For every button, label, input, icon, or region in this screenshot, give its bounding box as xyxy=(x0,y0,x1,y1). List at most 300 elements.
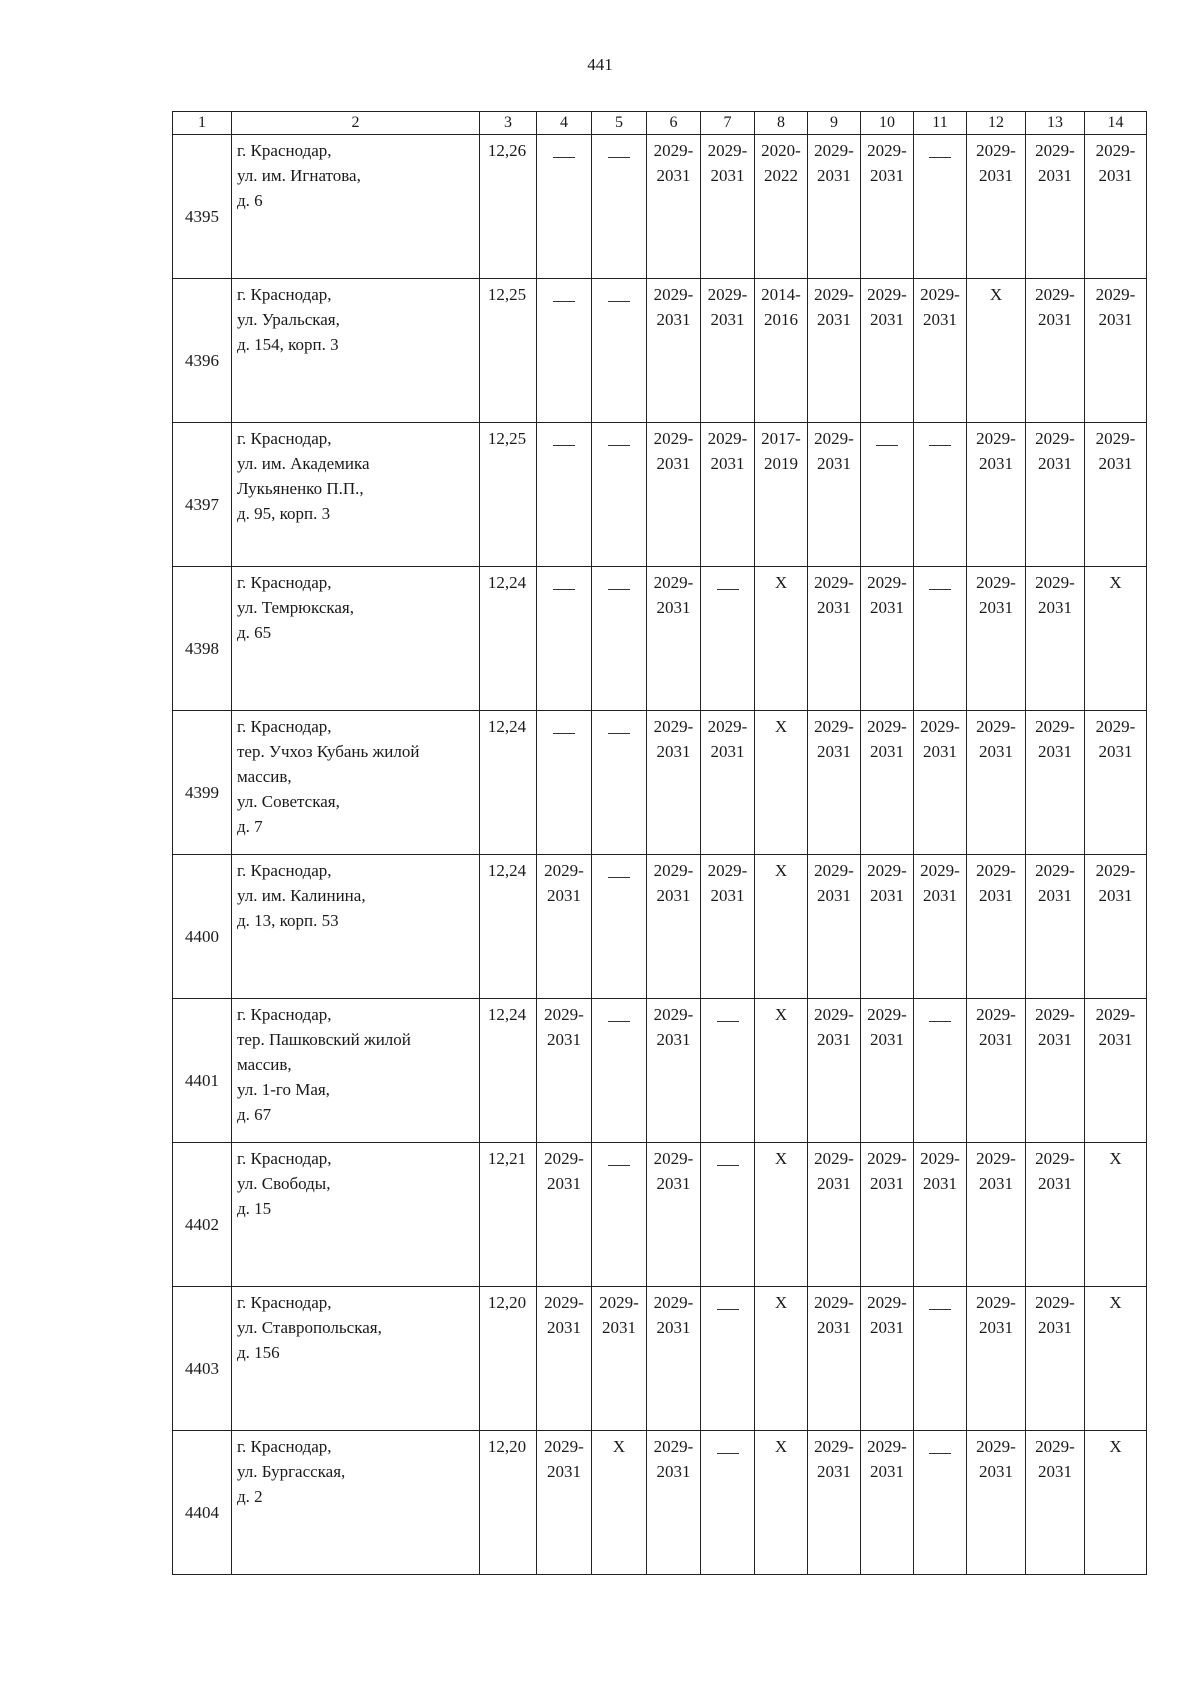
period-start: 2029- xyxy=(1035,429,1075,448)
period-start: 2029- xyxy=(653,141,694,160)
dash-cell xyxy=(914,567,967,711)
row-number xyxy=(173,1431,232,1575)
area-cell: 12,20 xyxy=(480,1287,537,1431)
mark-cell: Х xyxy=(755,567,808,711)
address-line: г. Краснодар, xyxy=(237,285,332,304)
period-cell xyxy=(808,999,861,1143)
period-start: 2029- xyxy=(814,141,854,160)
address-line: ул. им. Игнатова, xyxy=(237,166,361,185)
area-cell: 12,26 xyxy=(480,135,537,279)
column-header-12: 12 xyxy=(967,112,1026,135)
period-start: 2029- xyxy=(867,285,907,304)
period-end: 2031 xyxy=(923,742,957,761)
period-start: 2029- xyxy=(653,1437,694,1456)
dash-mark xyxy=(929,589,951,590)
area-cell: 12,24 xyxy=(480,999,537,1143)
address-line: г. Краснодар, xyxy=(237,1293,332,1312)
table-body xyxy=(173,135,1147,1575)
mark-cell: Х xyxy=(755,1143,808,1287)
row-number-text: 4396 xyxy=(185,350,219,370)
dash-cell xyxy=(537,423,592,567)
dash-cell xyxy=(592,711,647,855)
period-start: 2029- xyxy=(814,429,854,448)
period-cell xyxy=(701,135,755,279)
dash-mark xyxy=(717,1453,739,1454)
period-end: 2031 xyxy=(923,310,957,329)
address-line: г. Краснодар, xyxy=(237,717,332,736)
address-cell xyxy=(232,999,480,1143)
period-end: 2031 xyxy=(979,454,1013,473)
period-end: 2031 xyxy=(979,1030,1013,1049)
period-end: 2031 xyxy=(1038,742,1072,761)
dash-cell xyxy=(701,567,755,711)
address-line: ул. Ставропольская, xyxy=(237,1318,382,1337)
period-cell xyxy=(1026,1143,1085,1287)
area-cell: 12,21 xyxy=(480,1143,537,1287)
period-cell xyxy=(1026,567,1085,711)
period-start: 2029- xyxy=(544,1293,584,1312)
dash-mark xyxy=(929,1453,951,1454)
dash-mark xyxy=(608,877,630,878)
dash-mark xyxy=(929,157,951,158)
period-start: 2029- xyxy=(867,141,907,160)
period-start: 2029- xyxy=(867,1005,907,1024)
period-cell xyxy=(808,135,861,279)
table-row xyxy=(173,423,1147,567)
table-row xyxy=(173,1431,1147,1575)
row-number-text: 4395 xyxy=(185,206,219,226)
column-header-2: 2 xyxy=(232,112,480,135)
table-row xyxy=(173,1287,1147,1431)
period-cell xyxy=(537,1287,592,1431)
column-header-1: 1 xyxy=(173,112,232,135)
dash-mark xyxy=(929,445,951,446)
period-end: 2031 xyxy=(817,742,851,761)
period-end: 2031 xyxy=(979,1462,1013,1481)
period-start: 2029- xyxy=(653,429,694,448)
row-number xyxy=(173,711,232,855)
dash-cell xyxy=(701,1287,755,1431)
row-number-text: 4400 xyxy=(185,926,219,946)
period-cell xyxy=(1026,711,1085,855)
dash-cell xyxy=(592,135,647,279)
period-start: 2029- xyxy=(1095,717,1136,736)
address-line: ул. 1-го Мая, xyxy=(237,1080,330,1099)
mark-cell: Х xyxy=(1085,1143,1147,1287)
period-cell xyxy=(861,855,914,999)
period-cell xyxy=(967,1143,1026,1287)
period-start: 2029- xyxy=(1095,1005,1136,1024)
period-end: 2031 xyxy=(1038,1030,1072,1049)
period-cell xyxy=(967,135,1026,279)
period-start: 2029- xyxy=(814,861,854,880)
period-start: 2029- xyxy=(920,861,960,880)
period-start: 2029- xyxy=(814,1437,854,1456)
period-cell xyxy=(701,711,755,855)
period-start: 2029- xyxy=(976,141,1016,160)
period-start: 2029- xyxy=(1035,573,1075,592)
period-end: 2031 xyxy=(870,886,904,905)
address-line: г. Краснодар, xyxy=(237,573,332,592)
period-start: 2029- xyxy=(976,573,1016,592)
period-end: 2031 xyxy=(870,1174,904,1193)
period-end: 2031 xyxy=(656,1462,691,1481)
period-start: 2029- xyxy=(544,1005,584,1024)
period-end: 2031 xyxy=(1038,886,1072,905)
address-line: ул. Уральская, xyxy=(237,310,340,329)
period-end: 2031 xyxy=(979,598,1013,617)
period-cell xyxy=(914,855,967,999)
dash-mark xyxy=(608,1021,630,1022)
period-start: 2029- xyxy=(653,717,694,736)
period-end: 2031 xyxy=(547,1462,581,1481)
period-cell xyxy=(537,999,592,1143)
period-cell xyxy=(1026,279,1085,423)
address-line: д. 7 xyxy=(237,817,263,836)
period-start: 2029- xyxy=(976,1437,1016,1456)
period-start: 2029- xyxy=(814,1293,854,1312)
row-number xyxy=(173,135,232,279)
period-start: 2029- xyxy=(867,717,907,736)
row-number xyxy=(173,279,232,423)
dash-cell xyxy=(592,567,647,711)
dash-mark xyxy=(608,1165,630,1166)
period-cell xyxy=(1026,135,1085,279)
row-number-text: 4399 xyxy=(185,782,219,802)
period-start: 2029- xyxy=(976,1293,1016,1312)
column-header-13: 13 xyxy=(1026,112,1085,135)
period-cell xyxy=(592,1287,647,1431)
dash-cell xyxy=(537,135,592,279)
dash-mark xyxy=(608,589,630,590)
address-line: Лукьяненко П.П., xyxy=(237,479,364,498)
period-cell xyxy=(647,711,701,855)
row-number-text: 4398 xyxy=(185,638,219,658)
dash-mark xyxy=(717,1309,739,1310)
mark-cell: Х xyxy=(755,999,808,1143)
period-start: 2029- xyxy=(920,285,960,304)
period-cell xyxy=(861,279,914,423)
address-line: д. 156 xyxy=(237,1343,280,1362)
address-line: д. 15 xyxy=(237,1199,272,1218)
period-cell xyxy=(755,135,808,279)
period-cell xyxy=(861,1143,914,1287)
column-header-9: 9 xyxy=(808,112,861,135)
period-cell xyxy=(808,279,861,423)
dash-mark xyxy=(608,445,630,446)
period-cell xyxy=(647,1287,701,1431)
period-end: 2031 xyxy=(656,1174,691,1193)
period-cell xyxy=(861,135,914,279)
period-cell xyxy=(1026,423,1085,567)
period-end: 2031 xyxy=(656,1030,691,1049)
period-cell xyxy=(967,567,1026,711)
column-header-6: 6 xyxy=(647,112,701,135)
period-end: 2031 xyxy=(547,886,581,905)
period-cell xyxy=(1026,855,1085,999)
dash-cell xyxy=(592,1143,647,1287)
area-cell: 12,25 xyxy=(480,423,537,567)
row-number xyxy=(173,855,232,999)
row-number-text: 4401 xyxy=(185,1070,219,1090)
period-start: 2029- xyxy=(1035,1437,1075,1456)
address-line: д. 67 xyxy=(237,1105,272,1124)
period-cell xyxy=(755,279,808,423)
period-cell xyxy=(861,1431,914,1575)
period-end: 2031 xyxy=(1038,1174,1072,1193)
period-cell xyxy=(647,855,701,999)
period-cell xyxy=(1085,855,1147,999)
period-cell xyxy=(755,423,808,567)
period-end: 2031 xyxy=(870,1318,904,1337)
dash-mark xyxy=(553,589,575,590)
period-cell xyxy=(647,1143,701,1287)
period-end: 2031 xyxy=(602,1318,636,1337)
dash-mark xyxy=(876,445,898,446)
period-end: 2031 xyxy=(923,886,957,905)
dash-mark xyxy=(717,589,739,590)
address-line: д. 13, корп. 53 xyxy=(237,911,339,930)
period-cell xyxy=(914,1143,967,1287)
period-start: 2029- xyxy=(544,861,584,880)
dash-mark xyxy=(553,445,575,446)
mark-cell: Х xyxy=(592,1431,647,1575)
address-line: г. Краснодар, xyxy=(237,861,332,880)
dash-cell xyxy=(701,1431,755,1575)
period-start: 2029- xyxy=(867,573,907,592)
period-start: 2029- xyxy=(976,429,1016,448)
period-cell xyxy=(701,423,755,567)
period-end: 2031 xyxy=(817,1318,851,1337)
table-row xyxy=(173,999,1147,1143)
period-cell xyxy=(808,1143,861,1287)
period-end: 2019 xyxy=(764,454,798,473)
dash-mark xyxy=(717,1165,739,1166)
address-line: д. 95, корп. 3 xyxy=(237,504,331,523)
period-start: 2029- xyxy=(653,1005,694,1024)
period-end: 2031 xyxy=(1098,454,1133,473)
row-number xyxy=(173,1287,232,1431)
dash-mark xyxy=(929,1309,951,1310)
address-line: ул. Советская, xyxy=(237,792,340,811)
period-cell xyxy=(647,999,701,1143)
row-number xyxy=(173,1143,232,1287)
period-start: 2029- xyxy=(653,1149,694,1168)
dash-cell xyxy=(537,567,592,711)
period-cell xyxy=(1085,279,1147,423)
period-start: 2029- xyxy=(707,285,748,304)
period-cell xyxy=(914,279,967,423)
column-header-row xyxy=(173,112,1147,135)
period-end: 2031 xyxy=(817,1174,851,1193)
address-line: тер. Пашковский жилой xyxy=(237,1030,411,1049)
dash-mark xyxy=(608,157,630,158)
address-line: г. Краснодар, xyxy=(237,1437,332,1456)
period-end: 2031 xyxy=(1038,454,1072,473)
address-line: ул. Свободы, xyxy=(237,1174,331,1193)
period-start: 2017- xyxy=(761,429,801,448)
area-cell: 12,25 xyxy=(480,279,537,423)
address-line: д. 65 xyxy=(237,623,272,642)
period-cell xyxy=(967,423,1026,567)
page-number: 441 xyxy=(587,55,613,74)
address-cell xyxy=(232,1431,480,1575)
area-cell: 12,20 xyxy=(480,1431,537,1575)
period-end: 2031 xyxy=(656,742,691,761)
period-cell xyxy=(1026,1287,1085,1431)
period-end: 2031 xyxy=(656,454,691,473)
mark-cell: Х xyxy=(1085,1431,1147,1575)
period-start: 2029- xyxy=(707,861,748,880)
address-line: д. 6 xyxy=(237,191,263,210)
area-cell: 12,24 xyxy=(480,855,537,999)
period-start: 2029- xyxy=(976,1149,1016,1168)
table-row xyxy=(173,1143,1147,1287)
row-number-text: 4403 xyxy=(185,1358,219,1378)
address-cell xyxy=(232,423,480,567)
period-start: 2029- xyxy=(814,1005,854,1024)
row-number-text: 4402 xyxy=(185,1214,219,1234)
table-row xyxy=(173,567,1147,711)
period-end: 2031 xyxy=(547,1174,581,1193)
period-start: 2029- xyxy=(1035,861,1075,880)
period-start: 2029- xyxy=(814,1149,854,1168)
period-end: 2031 xyxy=(1038,598,1072,617)
period-start: 2029- xyxy=(1095,429,1136,448)
mark-cell: Х xyxy=(1085,1287,1147,1431)
address-line: г. Краснодар, xyxy=(237,429,332,448)
period-end: 2031 xyxy=(547,1318,581,1337)
dash-cell xyxy=(914,999,967,1143)
mark-cell: Х xyxy=(755,855,808,999)
period-start: 2029- xyxy=(653,861,694,880)
period-end: 2031 xyxy=(817,886,851,905)
table-row xyxy=(173,135,1147,279)
period-end: 2031 xyxy=(870,742,904,761)
address-cell xyxy=(232,855,480,999)
period-end: 2031 xyxy=(979,1174,1013,1193)
period-cell xyxy=(1085,711,1147,855)
address-line: д. 2 xyxy=(237,1487,263,1506)
period-end: 2031 xyxy=(870,310,904,329)
period-cell xyxy=(861,711,914,855)
row-number-text: 4404 xyxy=(185,1502,219,1522)
period-end: 2031 xyxy=(1038,310,1072,329)
dash-cell xyxy=(537,711,592,855)
period-start: 2029- xyxy=(1035,1293,1075,1312)
period-cell xyxy=(647,135,701,279)
period-cell xyxy=(967,855,1026,999)
mark-cell: Х xyxy=(755,711,808,855)
period-start: 2029- xyxy=(1095,285,1136,304)
dash-cell xyxy=(914,135,967,279)
dash-cell xyxy=(592,999,647,1143)
address-cell xyxy=(232,279,480,423)
period-end: 2031 xyxy=(1098,310,1133,329)
table-row xyxy=(173,711,1147,855)
period-end: 2031 xyxy=(656,166,691,185)
address-line: ул. Бургасская, xyxy=(237,1462,346,1481)
period-start: 2029- xyxy=(867,861,907,880)
mark-cell: Х xyxy=(967,279,1026,423)
column-header-10: 10 xyxy=(861,112,914,135)
period-start: 2029- xyxy=(976,717,1016,736)
period-end: 2031 xyxy=(1038,1318,1072,1337)
period-end: 2031 xyxy=(1098,166,1133,185)
period-start: 2029- xyxy=(1035,285,1075,304)
period-end: 2031 xyxy=(979,886,1013,905)
dash-mark xyxy=(608,301,630,302)
period-end: 2031 xyxy=(1098,1030,1133,1049)
mark-cell: Х xyxy=(755,1431,808,1575)
period-start: 2029- xyxy=(544,1437,584,1456)
period-start: 2029- xyxy=(814,717,854,736)
period-end: 2031 xyxy=(979,742,1013,761)
period-end: 2031 xyxy=(817,1462,851,1481)
period-end: 2031 xyxy=(656,886,691,905)
period-start: 2029- xyxy=(920,717,960,736)
period-end: 2031 xyxy=(870,166,904,185)
period-end: 2031 xyxy=(656,598,691,617)
dash-mark xyxy=(717,1021,739,1022)
period-cell xyxy=(1026,999,1085,1143)
address-cell xyxy=(232,711,480,855)
column-header-3: 3 xyxy=(480,112,537,135)
dash-cell xyxy=(592,423,647,567)
period-cell xyxy=(647,279,701,423)
period-cell xyxy=(537,1143,592,1287)
dash-mark xyxy=(553,157,575,158)
period-start: 2029- xyxy=(653,1293,694,1312)
period-start: 2029- xyxy=(653,285,694,304)
period-cell xyxy=(701,279,755,423)
period-end: 2031 xyxy=(1038,1462,1072,1481)
dash-cell xyxy=(701,1143,755,1287)
period-start: 2029- xyxy=(1035,1005,1075,1024)
period-end: 2031 xyxy=(817,454,851,473)
period-cell xyxy=(1085,423,1147,567)
period-cell xyxy=(808,1431,861,1575)
column-header-11: 11 xyxy=(914,112,967,135)
period-start: 2029- xyxy=(976,1005,1016,1024)
period-cell xyxy=(967,711,1026,855)
address-cell xyxy=(232,135,480,279)
period-start: 2029- xyxy=(814,285,854,304)
period-end: 2016 xyxy=(764,310,798,329)
dash-cell xyxy=(701,999,755,1143)
period-cell xyxy=(701,855,755,999)
period-cell xyxy=(1026,1431,1085,1575)
address-line: ул. им. Академика xyxy=(237,454,370,473)
period-start: 2020- xyxy=(761,141,801,160)
address-line: тер. Учхоз Кубань жилой xyxy=(237,742,420,761)
period-end: 2031 xyxy=(979,166,1013,185)
period-cell xyxy=(647,567,701,711)
address-cell xyxy=(232,567,480,711)
period-end: 2031 xyxy=(710,310,745,329)
period-cell xyxy=(537,855,592,999)
period-end: 2031 xyxy=(710,742,745,761)
period-end: 2031 xyxy=(547,1030,581,1049)
period-end: 2031 xyxy=(710,166,745,185)
row-number xyxy=(173,567,232,711)
period-cell xyxy=(914,711,967,855)
period-start: 2014- xyxy=(761,285,801,304)
period-end: 2022 xyxy=(764,166,798,185)
period-end: 2031 xyxy=(1098,886,1133,905)
period-start: 2029- xyxy=(867,1437,907,1456)
period-end: 2031 xyxy=(817,310,851,329)
